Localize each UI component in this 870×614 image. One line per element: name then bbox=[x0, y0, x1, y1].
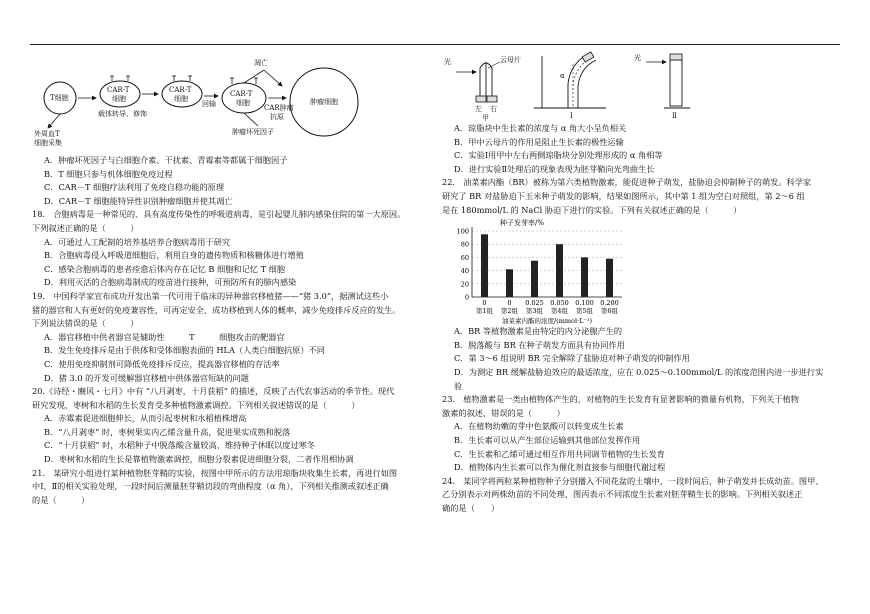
option-line: B．生长素可以从产生部位运输到其他部位发挥作用 bbox=[454, 434, 641, 445]
carrier-label: 载体转导、修饰 bbox=[98, 110, 147, 118]
mica-label: 云母片 bbox=[500, 56, 521, 64]
bar bbox=[556, 244, 563, 297]
option-line: A．器官移植中供者器官是辅助性 T 细胞攻击的靶器官 bbox=[44, 331, 285, 342]
x-group-label: 第4组 bbox=[550, 307, 569, 316]
alpha-label: α bbox=[560, 72, 565, 80]
question-line: 乙分别表示对两株幼苗的不同处理，图丙表示不同浓度生长素对胚芽鞘生长的影响。下列相关叙述正 bbox=[442, 489, 803, 500]
y-tick-label: 20 bbox=[460, 280, 469, 289]
option-line: D．CAR－T 细胞能特异性识别肿瘤细胞并使其凋亡 bbox=[44, 195, 233, 206]
x-group-label: 第3组 bbox=[525, 307, 544, 316]
x-group-label: 第5组 bbox=[575, 307, 594, 316]
x-tick-label: 0 bbox=[507, 299, 512, 308]
blood-label: 外周血T bbox=[34, 130, 60, 138]
option-line: C．“十月获稻” 时，水稻种子中脱落酸含量较高，维持种子休眠以度过寒冬 bbox=[44, 440, 316, 451]
question-line: 22. 油菜素内酯（BR）被称为第六类植物激素，能促进种子萌发，盐胁迫会抑制种子的萌发。科学家 bbox=[442, 177, 812, 188]
option-line: C．CAR－T 细胞疗法利用了免疫自稳功能的原理 bbox=[44, 182, 225, 193]
x-tick-label: 0.050 bbox=[550, 299, 569, 308]
tnf-label: 肿瘤坏死因子 bbox=[232, 128, 274, 136]
option-line: C．感染合胞病毒的患者痊愈后体内存在记忆 B 细胞和记忆 T 细胞 bbox=[44, 263, 286, 274]
right-block-label: 右 bbox=[490, 105, 497, 113]
car-t-2b-label: 细胞 bbox=[174, 95, 188, 103]
right-text-lines-a bbox=[442, 122, 842, 217]
y-tick-label: 80 bbox=[460, 240, 469, 249]
x-group-label: 第6组 bbox=[600, 307, 619, 316]
light-label-2: 光 bbox=[634, 54, 641, 62]
question-line: 的是（ ） bbox=[32, 494, 90, 505]
option-line: C．使用免疫抑制剂可降低免疫排斥反应，提高器官移植的存活率 bbox=[44, 358, 280, 369]
question-line: 下列叙述正确的是（ ） bbox=[32, 222, 139, 233]
car-t-diagram-drawing bbox=[32, 50, 430, 154]
chart-title: 种子发芽率/% bbox=[500, 219, 545, 228]
question-line: 19. 中国科学家宣布成功开发出第一代可用于临床的异种器官移植猪——“猪 3.0”，据测试这些小 bbox=[32, 290, 389, 301]
left-column bbox=[32, 50, 430, 507]
question-line: 21. 某研究小组进行某种植物胚芽鞘的实验，按图中甲所示的方法用琼脂块收集生长素，再进行如图 bbox=[32, 467, 398, 478]
option-line: D．利用灭活的合胞病毒制成的疫苗进行接种，可预防所有的肺内感染 bbox=[44, 277, 297, 288]
car-t-2-label: CAR-T bbox=[169, 86, 192, 94]
return-label: 回输 bbox=[202, 100, 216, 108]
option-line: 验 bbox=[454, 380, 463, 391]
two-label: Ⅱ bbox=[672, 112, 677, 120]
x-axis-label: 油菜素内酯的浓度/(mmol·L⁻¹) bbox=[501, 317, 593, 326]
option-line: B．T 细胞只参与机体细胞免疫过程 bbox=[44, 168, 173, 179]
right-column bbox=[442, 50, 842, 515]
y-tick-label: 0 bbox=[464, 293, 469, 302]
x-group-label: 第2组 bbox=[500, 307, 519, 316]
option-line: D．枣树和水稻的生长是靠植物激素调控，细胞分裂素促进细胞分裂，二者作用相协调 bbox=[44, 454, 354, 465]
question-line: 猪的器官和人有更好的免疫兼容性，可再定安全、成功移植到人体的概率，减少免疫排斥反应的发生。 bbox=[32, 304, 401, 315]
question-line: 下列说法错误的是（ ） bbox=[32, 318, 139, 329]
option-line: D．猪 3.0 的开发可缓解器官移植中供体器官短缺的问题 bbox=[44, 372, 249, 383]
tumor-label: 肿瘤细胞 bbox=[310, 98, 338, 106]
car-t-diagram bbox=[32, 50, 430, 154]
header-rule bbox=[30, 44, 840, 45]
car-t-1-label: CAR-T bbox=[107, 86, 130, 94]
option-line: C．生长素和乙烯可通过相互作用共同调节植物的生长发育 bbox=[454, 448, 665, 459]
option-line: A．琼脂块中生长素的浓度与 α 角大小呈负相关 bbox=[454, 123, 627, 133]
option-line: C．第 3～6 组说明 BR 完全解除了盐胁迫对种子萌发的抑制作用 bbox=[454, 353, 690, 364]
question-line: 23. 植物激素是一类由植物体产生的，对植物的生长发育有显著影响的微量有机物，下列关于植物 bbox=[442, 394, 799, 405]
car-t-3b-label: 细胞 bbox=[236, 99, 250, 107]
question-line: 24. 某同学将两粒某种植物种子分别播入不同花盆的土壤中，一段时间后，种子萌发并长成幼苗。图甲、 bbox=[442, 475, 824, 486]
question-line: 中Ⅰ、Ⅱ的相关实验处理，一段时间后测量胚芽鞘切段的弯曲程度（α 角），下列相关推测或叙述正确 bbox=[32, 481, 389, 492]
y-tick-label: 100 bbox=[456, 227, 469, 236]
x-group-label: 第1组 bbox=[475, 307, 494, 316]
t-cell-label: T细胞 bbox=[50, 94, 69, 102]
option-line: A．BR 等植物激素是由特定的内分泌腺产生的 bbox=[454, 326, 623, 337]
apoptosis-label: 凋亡 bbox=[254, 59, 268, 67]
car-t-3-label: CAR-T bbox=[230, 90, 253, 98]
germination-chart bbox=[442, 217, 842, 325]
germination-chart-svg bbox=[442, 217, 842, 325]
x-tick-label: 0.200 bbox=[600, 299, 619, 308]
jia-label: 甲 bbox=[482, 114, 489, 122]
left-block-label: 左 bbox=[475, 105, 482, 113]
option-line: A．赤霉素促进细胞伸长，从而引起枣树和水稻植株增高 bbox=[44, 413, 247, 424]
blood-b-label: 细胞采集 bbox=[34, 139, 62, 147]
question-line: 是在 180mmol/L 的 NaCl 胁迫下进行的实验。下列有关叙述正确的是（ ） bbox=[442, 204, 742, 215]
car-t-1b-label: 细胞 bbox=[112, 95, 126, 103]
bar bbox=[481, 234, 488, 297]
bar bbox=[606, 259, 613, 297]
left-text-lines bbox=[32, 154, 430, 507]
option-line: A．在植物幼嫩的芽中色氨酸可以转变成生长素 bbox=[454, 421, 624, 432]
option-line: A．肿瘤坏死因子与白细胞介素、干扰素、青霉素等都属于细胞因子 bbox=[44, 155, 288, 165]
bar bbox=[581, 258, 588, 298]
question-line: 研究发现，枣树和水稻的生长发育受多种植物激素调控。下列相关叙述错误的是（ ） bbox=[32, 399, 360, 410]
option-line: B．脱落酸与 BR 在种子萌发方面具有协同作用 bbox=[454, 339, 625, 350]
light-label-1: 光 bbox=[444, 58, 451, 66]
car-receptor-label: CAR肿瘤 bbox=[264, 104, 294, 112]
question-line: 激素的叙述，错误的是（ ） bbox=[442, 407, 565, 418]
x-tick-label: 0.025 bbox=[525, 299, 544, 308]
bar bbox=[506, 269, 513, 297]
y-tick-label: 60 bbox=[460, 254, 469, 263]
x-tick-label: 0.100 bbox=[575, 299, 594, 308]
y-tick-label: 40 bbox=[460, 267, 469, 276]
option-line: B．发生免疫排斥是由于供体和受体细胞表面的 HLA（人类白细胞抗原）不同 bbox=[44, 345, 325, 356]
question-line: 18. 合胞病毒是一种常见的、具有高度传染性的呼吸道病毒，是引起婴儿肺内感染住院的第一大原因。 bbox=[32, 209, 406, 220]
question-line: 研究了 BR 对盐胁迫下玉米种子萌发的影响，结果如图所示，其中第 1 组为空白对照组，第 2～6 组 bbox=[442, 190, 805, 201]
option-line: B．甲中云母片的作用是阻止生长素的极性运输 bbox=[454, 136, 624, 147]
option-line: B．合胞病毒侵入呼吸道细胞后，利用自身的遗传物质和核糖体进行增殖 bbox=[44, 250, 304, 261]
car-receptor-b-label: 抗原 bbox=[270, 113, 284, 121]
option-line: A．可通过人工配制的培养基培养合胞病毒用于研究 bbox=[44, 236, 231, 247]
x-tick-label: 0 bbox=[482, 299, 487, 308]
option-line: D．为测定 BR 缓解盐胁迫效应的最适浓度，应在 0.025～0.100mmol/L 的浓度范围内进一步进行实 bbox=[454, 366, 824, 377]
option-line: B．“八月剥枣” 时，枣树果实内乙烯含量升高，促进果实成熟和脱落 bbox=[44, 426, 291, 437]
option-line: D．进行实验Ⅱ处理后的现象表现为胚芽鞘向光弯曲生长 bbox=[454, 163, 655, 174]
question-line: 确的是（ ） bbox=[442, 502, 500, 513]
one-label: Ⅰ bbox=[570, 112, 573, 120]
option-line: C．实验Ⅰ用甲中左右两侧琼脂块分别处理形成的 α 角相等 bbox=[454, 150, 663, 161]
right-text-lines-b bbox=[442, 325, 842, 515]
bar bbox=[531, 261, 538, 297]
question-line: 20.《诗经・豳风・七月》中有 “八月剥枣，十月获稻” 的描述，反映了古代农事活动的季节性。现代 bbox=[32, 386, 395, 397]
option-line: D．植物体内生长素可以作为催化剂直接参与细胞代谢过程 bbox=[454, 462, 666, 473]
coleoptile-figure bbox=[442, 50, 842, 122]
